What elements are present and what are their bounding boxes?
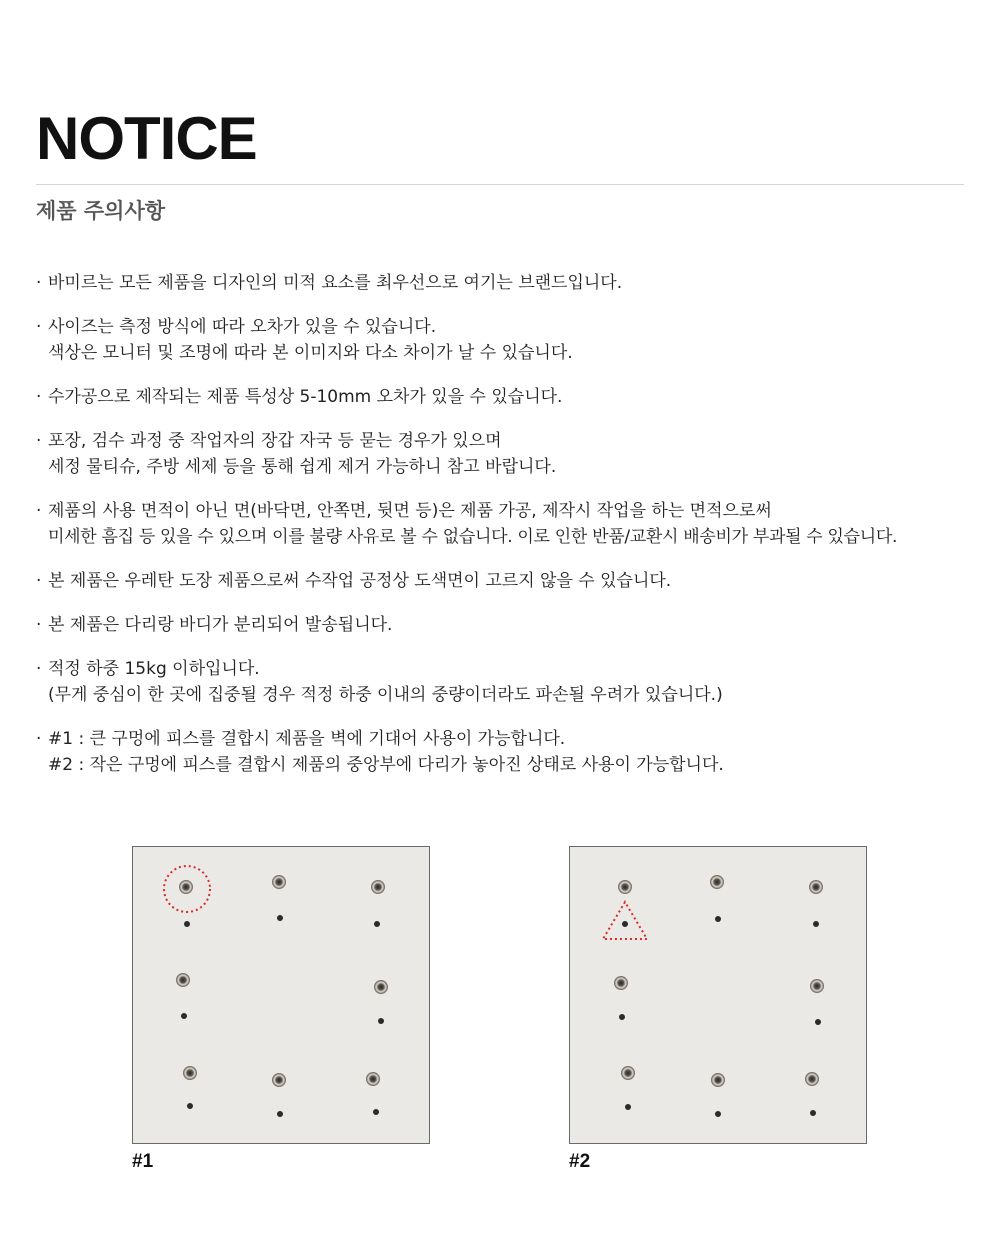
notice-item <box>36 314 976 366</box>
notice-line: 적정 하중 15kg 이하입니다. <box>48 659 260 679</box>
large-hole <box>180 881 193 894</box>
small-hole <box>715 916 721 922</box>
notice-line: 미세한 흠집 등 있을 수 있으며 이를 불량 사유로 볼 수 없습니다. 이로 인한 반품/교환시 배송비가 부과될 수 있습니다. <box>48 527 898 547</box>
notice-item <box>36 384 976 410</box>
large-hole <box>177 974 190 987</box>
large-hole <box>273 876 286 889</box>
notice-item <box>36 568 976 594</box>
title-divider <box>36 184 964 185</box>
bullet-dot: · <box>36 615 42 635</box>
notice-line: 수가공으로 제작되는 제품 특성상 5-10mm 오차가 있을 수 있습니다. <box>48 387 563 407</box>
large-hole <box>622 1067 635 1080</box>
notice-line: 제품의 사용 면적이 아닌 면(바닥면, 안쪽면, 뒷면 등)은 제품 가공, 제작시 작업을 하는 면적으로써 <box>48 501 772 521</box>
notice-line: (무게 중심이 한 곳에 집중될 경우 적정 하중 이내의 중량이더라도 파손될 우려가 있습니다.) <box>48 685 723 705</box>
bullet-dot: · <box>36 729 42 749</box>
small-hole <box>374 921 380 927</box>
notice-line: 포장, 검수 과정 중 작업자의 장갑 자국 등 묻는 경우가 있으며 <box>48 431 502 451</box>
large-hole <box>273 1074 286 1087</box>
notice-line: 본 제품은 우레탄 도장 제품으로써 수작업 공정상 도색면이 고르지 않을 수 있습니다. <box>48 571 672 591</box>
figure-caption-1: #1 <box>132 1151 154 1172</box>
small-hole-group <box>181 915 384 1117</box>
panel-holes-diagram <box>133 847 429 1143</box>
large-hole <box>372 881 385 894</box>
large-hole <box>811 980 824 993</box>
notice-item <box>36 726 976 778</box>
large-hole-group <box>615 876 824 1087</box>
figure-large-holes <box>132 846 430 1144</box>
small-hole <box>184 921 190 927</box>
small-hole <box>715 1111 721 1117</box>
large-hole <box>615 977 628 990</box>
bullet-dot: · <box>36 273 42 293</box>
large-hole <box>712 1074 725 1087</box>
small-hole <box>622 921 628 927</box>
figure-caption-2: #2 <box>569 1151 591 1172</box>
small-hole <box>187 1103 193 1109</box>
small-hole-group <box>619 916 821 1117</box>
small-hole <box>815 1019 821 1025</box>
large-hole <box>367 1073 380 1086</box>
small-hole <box>181 1013 187 1019</box>
small-hole <box>813 921 819 927</box>
large-hole <box>810 881 823 894</box>
bullet-dot: · <box>36 501 42 521</box>
large-hole <box>806 1073 819 1086</box>
small-hole <box>619 1014 625 1020</box>
large-hole-group <box>177 876 388 1087</box>
notice-item <box>36 498 976 550</box>
bullet-dot: · <box>36 659 42 679</box>
small-hole <box>277 915 283 921</box>
notice-item <box>36 270 976 296</box>
notice-line: #1 : 큰 구멍에 피스를 결합시 제품을 벽에 기대어 사용이 가능합니다. <box>48 729 566 749</box>
notice-line: #2 : 작은 구멍에 피스를 결합시 제품의 중앙부에 다리가 놓아진 상태로 사용이 가능합니다. <box>48 755 724 775</box>
bullet-dot: · <box>36 387 42 407</box>
notice-line: 세정 물티슈, 주방 세제 등을 통해 쉽게 제거 가능하니 참고 바랍니다. <box>48 457 557 477</box>
notice-line: 본 제품은 다리랑 바디가 분리되어 발송됩니다. <box>48 615 393 635</box>
large-hole <box>711 876 724 889</box>
bullet-dot: · <box>36 571 42 591</box>
notice-item <box>36 612 976 638</box>
small-hole <box>373 1109 379 1115</box>
notice-line: 바미르는 모든 제품을 디자인의 미적 요소를 최우선으로 여기는 브랜드입니다. <box>48 273 623 293</box>
large-hole <box>375 981 388 994</box>
notice-list <box>36 270 976 796</box>
notice-line: 사이즈는 측정 방식에 따라 오차가 있을 수 있습니다. <box>48 317 437 337</box>
large-hole <box>184 1067 197 1080</box>
page-subtitle: 제품 주의사항 <box>36 199 166 223</box>
large-hole <box>619 881 632 894</box>
notice-item <box>36 656 976 708</box>
panel-holes-diagram <box>570 847 866 1143</box>
bullet-dot: · <box>36 317 42 337</box>
small-hole <box>378 1018 384 1024</box>
notice-line: 색상은 모니터 및 조명에 따라 본 이미지와 다소 차이가 날 수 있습니다. <box>48 343 573 363</box>
highlight-triangle-marker <box>603 902 647 939</box>
page-title: NOTICE <box>36 105 257 172</box>
bullet-dot: · <box>36 431 42 451</box>
figure-small-holes <box>569 846 867 1144</box>
small-hole <box>810 1110 816 1116</box>
small-hole <box>625 1104 631 1110</box>
small-hole <box>277 1111 283 1117</box>
notice-item <box>36 428 976 480</box>
